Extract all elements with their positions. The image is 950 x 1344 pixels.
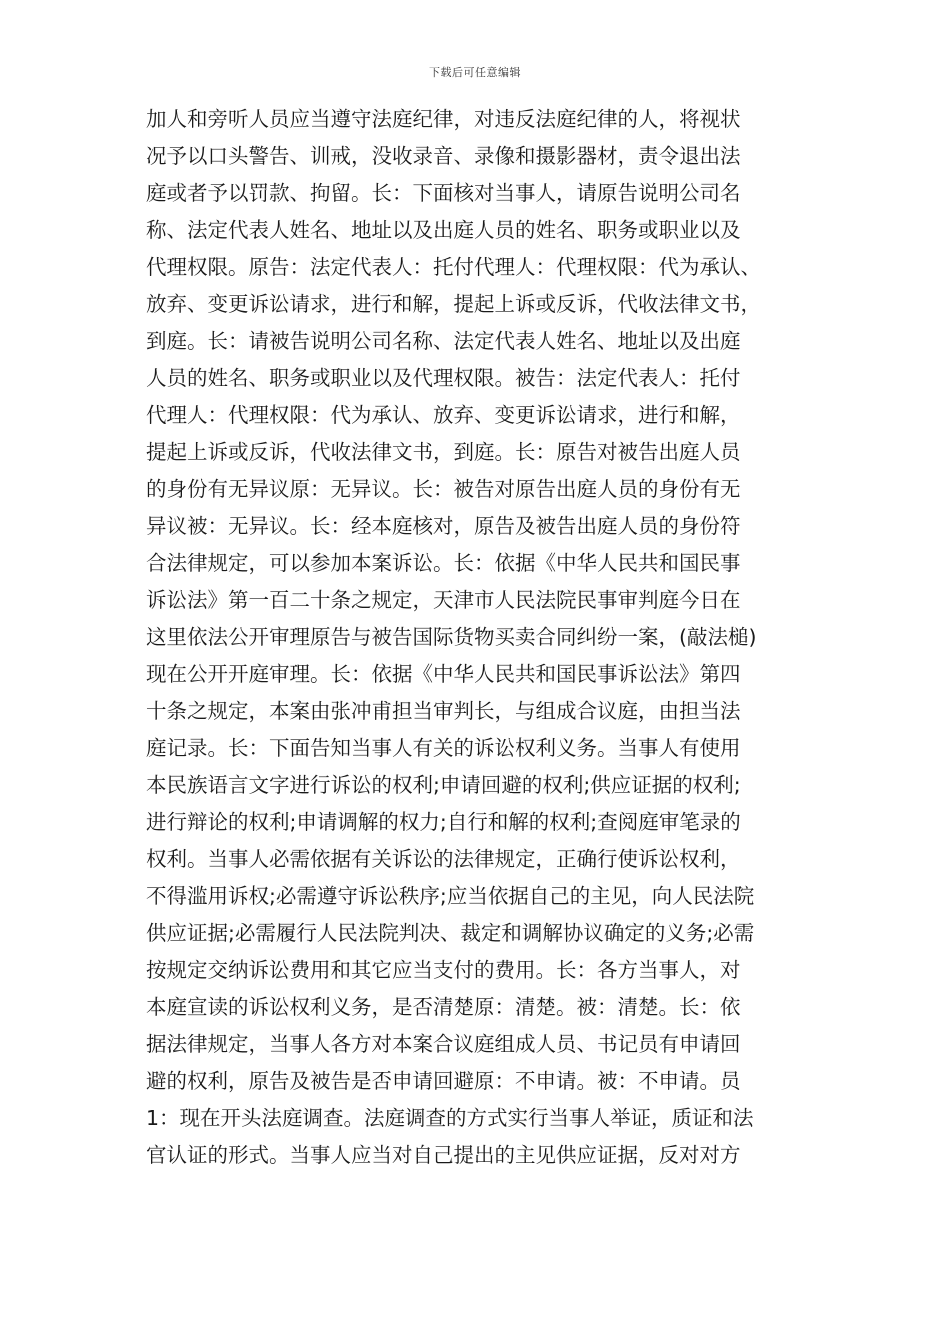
- text-line: 现在公开开庭审理。长：依据《中华人民共和国民事诉讼法》第四: [146, 662, 741, 686]
- text-line: 况予以口头警告、训戒，没收录音、录像和摄影器材，责令退出法: [146, 144, 741, 168]
- text-line: 人员的姓名、职务或职业以及代理权限。被告：法定代表人：托付: [146, 366, 741, 390]
- text-line: 本民族语言文字进行诉讼的权利;申请回避的权利;供应证据的权利;: [146, 773, 741, 797]
- text-line: 不得滥用诉权;必需遵守诉讼秩序;应当依据自己的主见，向人民法院: [146, 884, 755, 908]
- text-line: 加人和旁听人员应当遵守法庭纪律，对违反法庭纪律的人，将视状: [146, 107, 741, 131]
- text-line: 合法律规定，可以参加本案诉讼。长：依据《中华人民共和国民事: [146, 551, 741, 575]
- text-line: 提起上诉或反诉，代收法律文书，到庭。长：原告对被告出庭人员: [146, 440, 741, 464]
- text-line: 的身份有无异议原：无异议。长：被告对原告出庭人员的身份有无: [146, 477, 741, 501]
- document-body: [146, 101, 806, 1174]
- text-line: 放弃、变更诉讼请求，进行和解，提起上诉或反诉，代收法律文书，: [146, 292, 761, 316]
- text-line: 代理权限。原告：法定代表人：托付代理人：代理权限：代为承认、: [146, 255, 761, 279]
- text-line: 庭或者予以罚款、拘留。长：下面核对当事人，请原告说明公司名: [146, 181, 741, 205]
- text-line: 本庭宣读的诉讼权利义务，是否清楚原：清楚。被：清楚。长：依: [146, 995, 741, 1019]
- text-line: 诉讼法》第一百二十条之规定，天津市人民法院民事审判庭今日在: [146, 588, 741, 612]
- text-line: 这里依法公开审理原告与被告国际货物买卖合同纠纷一案，(敲法槌): [146, 625, 757, 649]
- text-line: 代理人：代理权限：代为承认、放弃、变更诉讼请求，进行和解，: [146, 403, 741, 427]
- text-line: 十条之规定，本案由张冲甫担当审判长，与组成合议庭，由担当法: [146, 699, 741, 723]
- text-line: 据法律规定，当事人各方对本案合议庭组成人员、书记员有申请回: [146, 1032, 741, 1056]
- text-line: 避的权利，原告及被告是否申请回避原：不申请。被：不申请。员: [146, 1069, 741, 1093]
- text-line: 1：现在开头法庭调查。法庭调查的方式实行当事人举证，质证和法: [146, 1106, 754, 1130]
- text-line: 权利。当事人必需依据有关诉讼的法律规定，正确行使诉讼权利，: [146, 847, 741, 871]
- text-line: 到庭。长：请被告说明公司名称、法定代表人姓名、地址以及出庭: [146, 329, 741, 353]
- text-line: 官认证的形式。当事人应当对自己提出的主见供应证据，反对对方: [146, 1143, 741, 1167]
- text-line: 供应证据;必需履行人民法院判决、裁定和调解协议确定的义务;必需: [146, 921, 755, 945]
- text-line: 庭记录。长：下面告知当事人有关的诉讼权利义务。当事人有使用: [146, 736, 741, 760]
- text-line: 异议被：无异议。长：经本庭核对，原告及被告出庭人员的身份符: [146, 514, 741, 538]
- page-header: 下载后可任意编辑: [429, 66, 521, 79]
- text-line: 称、法定代表人姓名、地址以及出庭人员的姓名、职务或职业以及: [146, 218, 741, 242]
- text-line: 按规定交纳诉讼费用和其它应当支付的费用。长：各方当事人，对: [146, 958, 741, 982]
- text-line: 进行辩论的权利;申请调解的权力;自行和解的权利;查阅庭审笔录的: [146, 810, 741, 834]
